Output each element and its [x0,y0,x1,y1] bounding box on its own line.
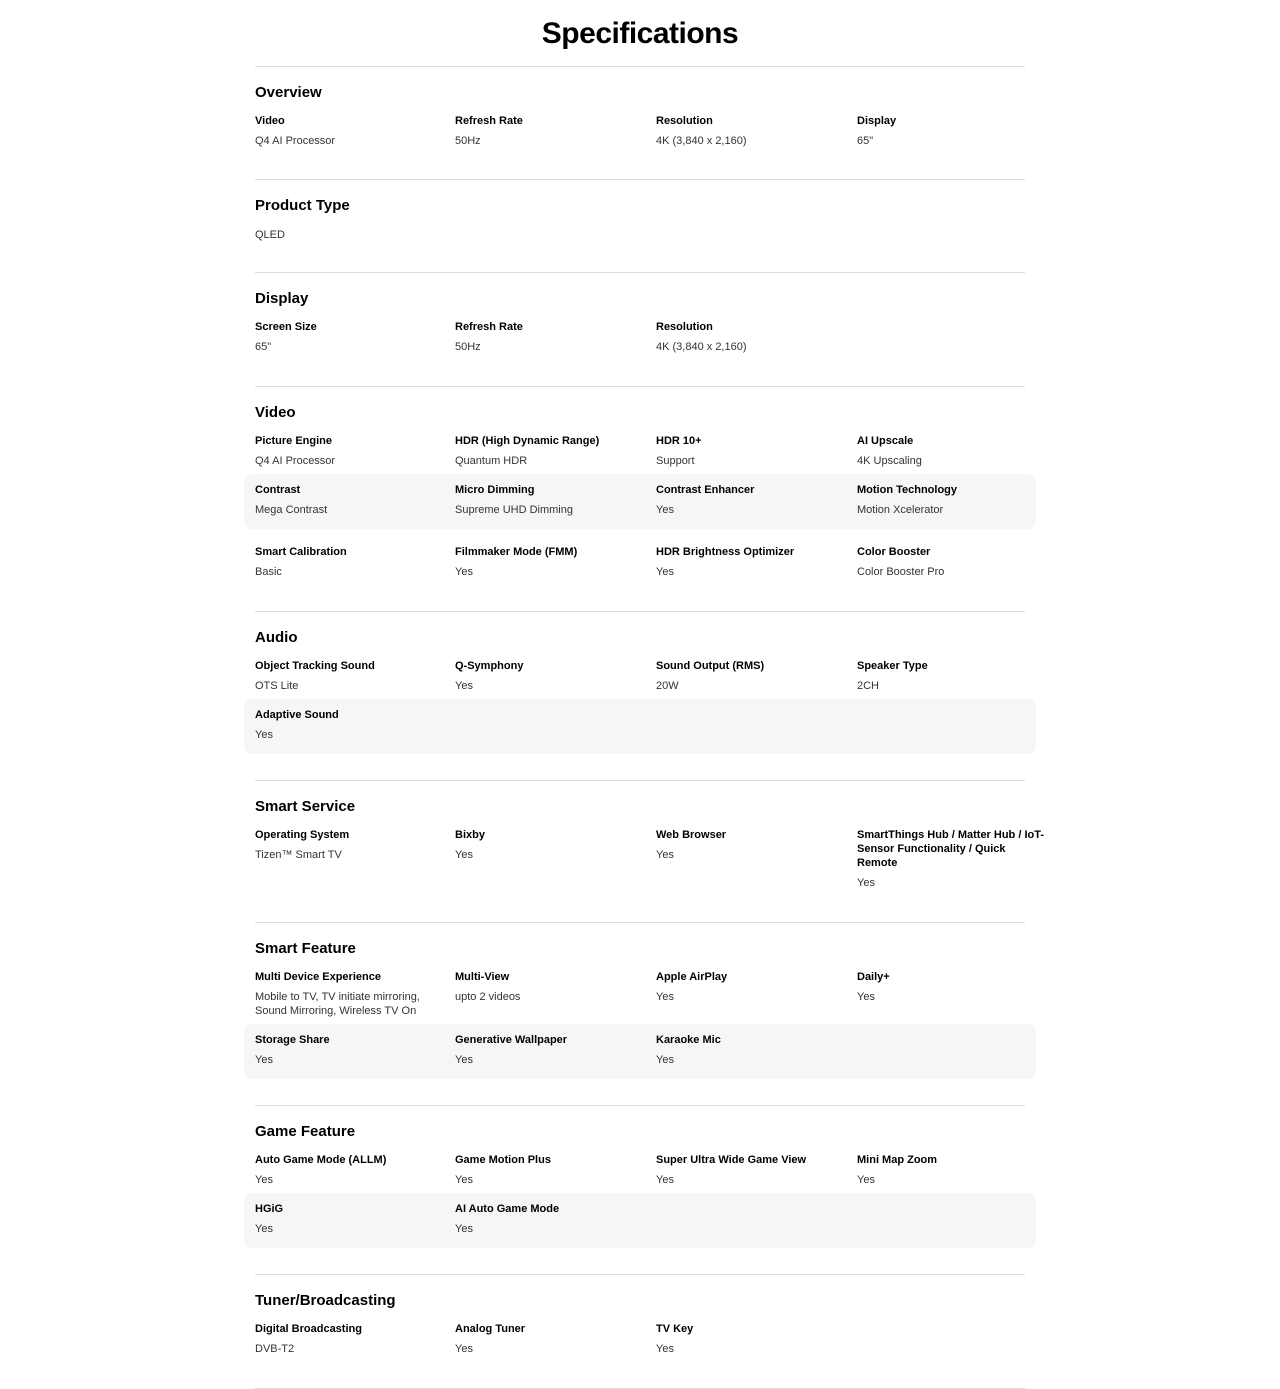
spec-item [857,434,1047,468]
spec-label: Digital Broadcasting [255,1323,362,1335]
spec-label: Resolution [656,115,713,127]
spec-value: Yes [255,1054,273,1066]
spec-value: Yes [455,1174,473,1186]
spec-row [244,1024,1036,1079]
spec-item [857,970,1047,1004]
section-title: Product Type [255,197,350,214]
spec-item [656,1033,846,1067]
spec-label: Multi Device Experience [255,971,381,983]
spec-value: Supreme UHD Dimming [455,504,573,516]
spec-label: SmartThings Hub / Matter Hub / IoT-Sensor Functionality / Quick Remote [857,829,1044,869]
spec-value: Yes [255,1174,273,1186]
spec-item [255,483,445,517]
spec-value: Yes [656,1174,674,1186]
spec-item [656,828,846,862]
spec-item [455,320,645,354]
spec-item [255,434,445,468]
section-title: Game Feature [255,1123,356,1140]
spec-item [656,545,846,579]
spec-item [857,1153,1047,1187]
spec-value: Yes [255,729,273,741]
section-divider [255,611,1025,612]
section-divider [255,179,1025,180]
spec-item [656,114,846,148]
spec-value: QLED [255,229,285,241]
spec-value: Q4 AI Processor [255,455,336,467]
spec-value: Yes [857,1174,875,1186]
spec-item [255,828,445,862]
spec-value: Yes [857,991,875,1003]
spec-label: HDR (High Dynamic Range) [455,435,600,447]
section-title: Smart Feature [255,940,356,957]
spec-item [455,434,645,468]
spec-item [255,1322,445,1356]
spec-row [244,828,1044,908]
spec-row [244,1193,1036,1248]
spec-value: 65" [857,135,874,147]
spec-value: Yes [455,680,473,692]
spec-value: Yes [455,1054,473,1066]
spec-item [255,114,445,148]
spec-item [656,659,846,693]
spec-item [255,1033,445,1067]
spec-item [455,483,645,517]
spec-value: Yes [656,1054,674,1066]
spec-item [455,1153,645,1187]
spec-label: Color Booster [857,546,931,558]
spec-row [244,1322,1036,1372]
spec-value: Quantum HDR [455,455,528,467]
spec-label: Sound Output (RMS) [656,660,765,672]
spec-item [255,228,445,242]
spec-value: upto 2 videos [455,991,521,1003]
spec-label: Filmmaker Mode (FMM) [455,546,578,558]
spec-label: Motion Technology [857,484,958,496]
spec-label: Web Browser [656,829,727,841]
spec-label: Game Motion Plus [455,1154,551,1166]
spec-label: Super Ultra Wide Game View [656,1154,807,1166]
spec-value: 4K (3,840 x 2,160) [656,135,747,147]
spec-label: Bixby [455,829,485,841]
spec-value: 65" [255,341,272,353]
spec-label: Generative Wallpaper [455,1034,568,1046]
spec-label: Multi-View [455,971,510,983]
spec-item [857,483,1047,517]
spec-value: Tizen™ Smart TV [255,849,342,861]
spec-value: Mega Contrast [255,504,328,516]
spec-item [255,1202,445,1236]
spec-item [455,970,645,1004]
spec-item [255,659,445,693]
spec-item [455,1033,645,1067]
spec-value: Yes [455,849,473,861]
spec-label: Auto Game Mode (ALLM) [255,1154,387,1166]
spec-item [455,1202,645,1236]
spec-label: Refresh Rate [455,115,523,127]
spec-value: Motion Xcelerator [857,504,944,516]
spec-value: Yes [656,566,674,578]
spec-label: Apple AirPlay [656,971,728,983]
spec-label: AI Auto Game Mode [455,1203,560,1215]
spec-value: Yes [455,566,473,578]
spec-label: Daily+ [857,971,890,983]
spec-value: Yes [455,1343,473,1355]
spec-value: Yes [455,1223,473,1235]
section-divider [255,386,1025,387]
spec-row [244,545,1036,595]
spec-item [857,114,1047,148]
spec-item [255,545,445,579]
spec-item [255,1153,445,1187]
spec-label: Mini Map Zoom [857,1154,938,1166]
section-title: Tuner/Broadcasting [255,1292,396,1309]
spec-row [244,970,1036,1030]
spec-value: 20W [656,680,679,692]
spec-label: Screen Size [255,321,317,333]
spec-label: Q-Symphony [455,660,524,672]
section-title: Audio [255,629,298,646]
section-title: Display [255,290,309,307]
spec-item [455,114,645,148]
spec-value: Mobile to TV, TV initiate mirroring, Sound Mirroring, Wireless TV On [255,991,420,1017]
spec-item [656,1153,846,1187]
spec-row [244,114,1036,164]
spec-label: AI Upscale [857,435,914,447]
spec-label: Display [857,115,897,127]
spec-item [255,320,445,354]
spec-value: 50Hz [455,135,481,147]
spec-value: DVB-T2 [255,1343,295,1355]
spec-value: 4K (3,840 x 2,160) [656,341,747,353]
section-divider [255,1105,1025,1106]
spec-item [857,545,1047,579]
spec-item [455,1322,645,1356]
spec-value: Yes [656,504,674,516]
spec-label: HDR Brightness Optimizer [656,546,795,558]
spec-label: Contrast [255,484,301,496]
spec-value: Color Booster Pro [857,566,945,578]
spec-item [857,659,1047,693]
spec-value: Yes [255,1223,273,1235]
spec-label: Picture Engine [255,435,333,447]
spec-item [656,320,846,354]
spec-label: Micro Dimming [455,484,535,496]
spec-value: 2CH [857,680,880,692]
spec-value: Yes [656,849,674,861]
spec-value: Support [656,455,695,467]
spec-label: Analog Tuner [455,1323,526,1335]
spec-label: TV Key [656,1323,694,1335]
section-divider [255,780,1025,781]
section-divider [255,66,1025,67]
spec-item [857,828,1047,890]
spec-label: Operating System [255,829,350,841]
section-divider [255,922,1025,923]
spec-value: 4K Upscaling [857,455,922,467]
spec-row [244,699,1036,754]
spec-item [255,708,445,742]
spec-item [656,483,846,517]
spec-value: Yes [857,877,875,889]
spec-row [244,320,1036,370]
spec-value: 50Hz [455,341,481,353]
spec-item [656,1322,846,1356]
spec-item [656,434,846,468]
section-divider [255,1274,1025,1275]
spec-label: Smart Calibration [255,546,347,558]
spec-label: Resolution [656,321,713,333]
spec-label: Storage Share [255,1034,330,1046]
spec-label: Video [255,115,285,127]
spec-value: OTS Lite [255,680,299,692]
spec-label: HDR 10+ [656,435,702,447]
spec-label: Refresh Rate [455,321,523,333]
section-divider [255,272,1025,273]
spec-item [255,970,445,1018]
spec-row [244,474,1036,529]
spec-label: Contrast Enhancer [656,484,755,496]
page-title: Specifications [541,17,739,50]
spec-item [656,970,846,1004]
spec-value: Yes [656,1343,674,1355]
spec-item [455,659,645,693]
spec-label: Speaker Type [857,660,928,672]
section-title: Video [255,404,296,421]
spec-label: HGiG [255,1203,284,1215]
spec-value: Basic [255,566,282,578]
spec-item [455,828,645,862]
section-title: Smart Service [255,798,356,815]
spec-label: Karaoke Mic [656,1034,721,1046]
spec-value: Yes [656,991,674,1003]
spec-label: Adaptive Sound [255,709,339,721]
spec-label: Object Tracking Sound [255,660,375,672]
spec-item [455,545,645,579]
spec-row [244,228,1036,258]
section-title: Overview [255,84,322,101]
spec-value: Q4 AI Processor [255,135,336,147]
